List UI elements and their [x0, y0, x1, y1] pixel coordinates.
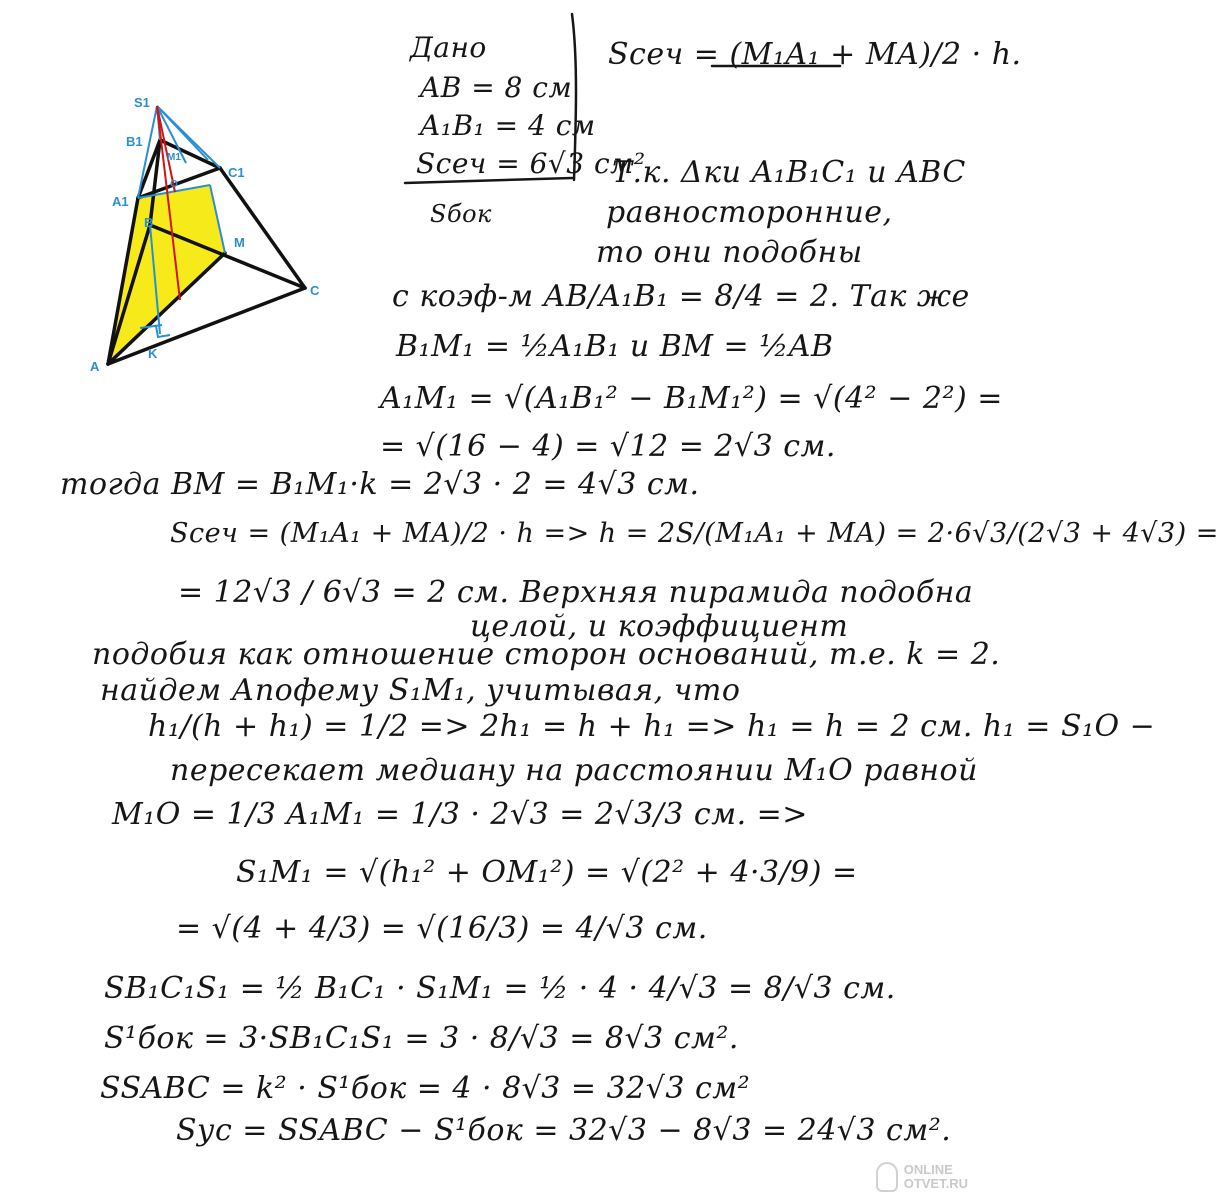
label-b: B: [144, 215, 154, 230]
solution-line-11: = 12√3 / 6√3 = 2 см. Верхняя пирамида подобна: [178, 575, 974, 610]
given-area: Sсеч = 6√3 см²: [416, 147, 646, 180]
label-a: A: [90, 359, 100, 374]
label-c: C: [310, 283, 320, 298]
given-ab: AB = 8 см: [420, 71, 573, 104]
solution-line-22: SSABC = k² · S¹бок = 4 · 8√3 = 32√3 см²: [100, 1071, 751, 1106]
solution-line-3: равносторонние,: [606, 195, 893, 230]
solution-line-23: Sус = SSABC − S¹бок = 32√3 − 8√3 = 24√3 см².: [176, 1113, 952, 1148]
solution-line-15: h₁/(h + h₁) = 1/2 => 2h₁ = h + h₁ => h₁ = h = 2 см. h₁ = S₁O −: [148, 709, 1156, 744]
solution-line-18: S₁M₁ = √(h₁² + OM₁²) = √(2² + 4·3/9) =: [236, 855, 858, 890]
solution-line-16: пересекает медиану на расстоянии M₁O равной: [170, 753, 978, 788]
solution-line-14: найдем Апофему S₁M₁, учитывая, что: [100, 673, 741, 708]
solution-line-4: то они подобны: [596, 235, 863, 270]
solution-line-5: с коэф-м AB/A₁B₁ = 8/4 = 2. Так же: [392, 279, 970, 314]
solution-line-7: A₁M₁ = √(A₁B₁² − B₁M₁²) = √(4² − 2²) =: [380, 381, 1003, 416]
solution-line-2: Т.к. Δки A₁B₁C₁ и ABC: [612, 155, 966, 190]
label-m: M: [234, 235, 245, 250]
solution-line-13: подобия как отношение сторон оснований, т.е. k = 2.: [92, 637, 1001, 672]
label-a1: A1: [112, 194, 129, 209]
solution-line-8: = √(16 − 4) = √12 = 2√3 см.: [380, 429, 836, 464]
label-k: K: [148, 346, 158, 361]
watermark-line-1: ONLINE: [903, 1162, 953, 1178]
solution-line-1: Sсеч = (M₁A₁ + MA)/2 · h.: [608, 37, 1022, 72]
lightbulb-icon: [876, 1162, 898, 1192]
pyramid-figure: [0, 0, 340, 390]
label-c1: C1: [228, 165, 245, 180]
solution-line-6: B₁M₁ = ½A₁B₁ и BM = ½AB: [396, 329, 834, 364]
label-s1: S1: [134, 95, 150, 110]
solution-line-17: M₁O = 1/3 A₁M₁ = 1/3 · 2√3 = 2√3/3 см. =>: [112, 797, 808, 832]
label-o: O: [170, 179, 178, 190]
watermark: [876, 1162, 968, 1192]
solution-line-9: тогда BM = B₁M₁·k = 2√3 · 2 = 4√3 см.: [60, 467, 700, 502]
solution-line-10: Sсеч = (M₁A₁ + MA)/2 · h => h = 2S/(M₁A₁ + MA) = 2·6√3/(2√3 + 4√3) =: [170, 518, 1219, 549]
solution-line-21: S¹бок = 3·SB₁C₁S₁ = 3 · 8/√3 = 8√3 см².: [104, 1021, 739, 1056]
solution-line-19: = √(4 + 4/3) = √(16/3) = 4/√3 см.: [176, 911, 708, 946]
find-label: Sбок: [430, 200, 492, 228]
given-title: Дано: [410, 31, 487, 64]
watermark-line-2: OTVET.RU: [903, 1176, 968, 1191]
label-b1: B1: [126, 134, 143, 149]
solution-line-12: целой, и коэффициент: [470, 609, 849, 644]
given-a1b1: A₁B₁ = 4 см: [420, 109, 596, 142]
label-m1: M1: [167, 152, 181, 163]
solution-line-20: SB₁C₁S₁ = ½ B₁C₁ · S₁M₁ = ½ · 4 · 4/√3 = 8/√3 см.: [104, 971, 896, 1006]
